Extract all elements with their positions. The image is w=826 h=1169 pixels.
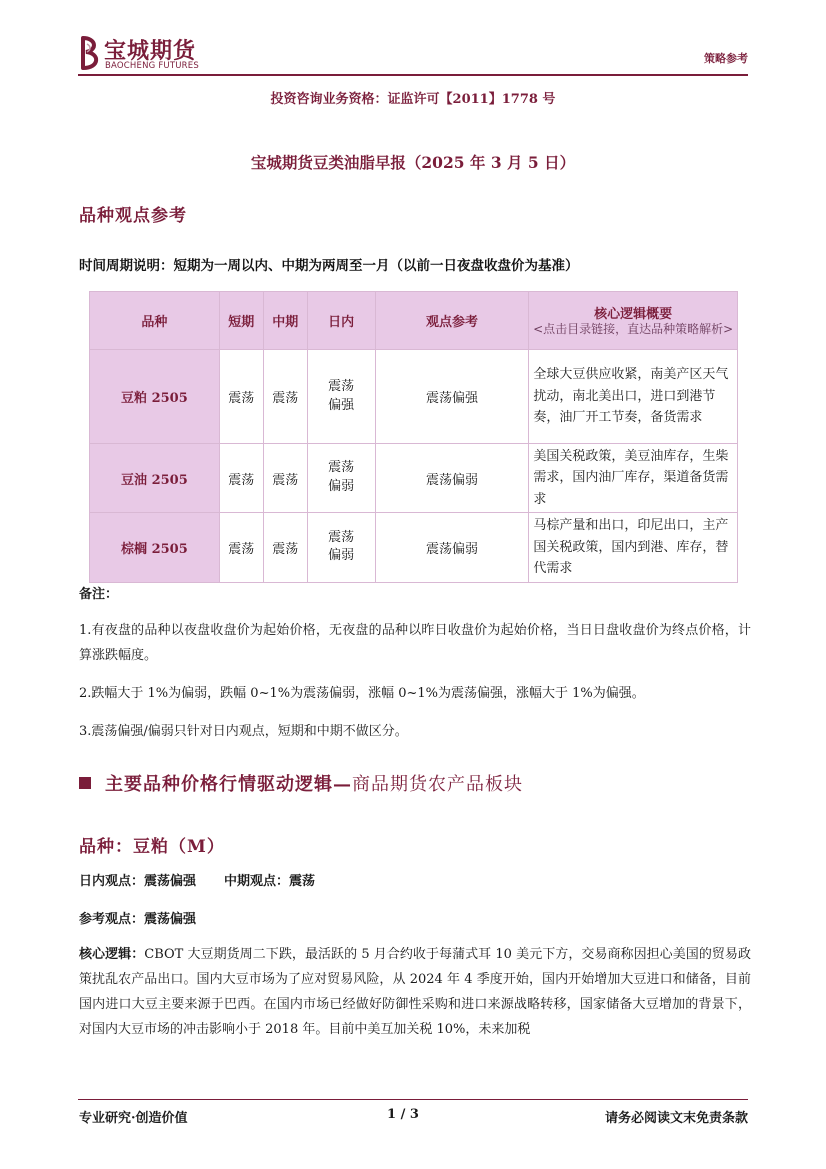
- row-core-logic: 马棕产量和出口，印尼出口，主产国关税政策，国内到港、库存，替代需求: [529, 513, 738, 582]
- row-view: 震荡偏弱: [375, 513, 529, 582]
- footer-disclaimer-notice: 请务必阅读文末免责条款: [604, 1111, 748, 1126]
- row-product[interactable]: 棕榈 2505: [90, 513, 220, 582]
- table-header-row: [90, 292, 738, 350]
- period-explanation: 时间周期说明：短期为一周以内、中期为两周至一月（以前一日夜盘收盘价为基准）: [79, 258, 579, 274]
- row-view: 震荡偏弱: [375, 444, 529, 513]
- header-category-tag: 策略参考: [704, 52, 748, 65]
- row-product[interactable]: 豆油 2505: [90, 444, 220, 513]
- core-logic-label: 核心逻辑：: [79, 947, 145, 962]
- row-short-term: 震荡: [219, 444, 263, 513]
- row-mid-term: 震荡: [263, 350, 307, 444]
- page-number: 1 / 3: [387, 1107, 419, 1122]
- drivers-heading-bold: 主要品种价格行情驱动逻辑—: [105, 774, 352, 795]
- core-logic-title: 核心逻辑概要: [594, 307, 673, 323]
- table-row: [90, 350, 738, 444]
- row-view: 震荡偏强: [375, 350, 529, 444]
- square-bullet-icon: [79, 777, 91, 789]
- soymeal-reference-view: 参考观点：震荡偏强: [79, 912, 197, 927]
- row-short-term: 震荡: [219, 513, 263, 582]
- table-row: [90, 444, 738, 513]
- logo-english-name: BAOCHENG FUTURES: [105, 61, 199, 71]
- header-view: 观点参考: [375, 292, 529, 350]
- note-item-1: 1.有夜盘的品种以夜盘收盘价为起始价格，无夜盘的品种以昨日收盘价为起始价格，当日日盘收盘价为终点价格，计算涨跌幅度。: [79, 623, 751, 663]
- header-divider: [78, 74, 748, 76]
- header-core-logic[interactable]: [529, 292, 738, 350]
- soymeal-views-line: [79, 870, 315, 889]
- row-intraday: 震荡偏弱: [307, 444, 375, 513]
- row-intraday: 震荡偏强: [307, 350, 375, 444]
- row-intraday: 震荡偏弱: [307, 513, 375, 582]
- soymeal-core-logic: [79, 942, 751, 1042]
- header-product: 品种: [90, 292, 220, 350]
- section-heading-drivers: [79, 770, 523, 796]
- logo-chinese-name: 宝城期货: [104, 38, 197, 64]
- company-logo: [78, 34, 228, 74]
- note-item-2: 2.跌幅大于 1%为偏弱，跌幅 0~1%为震荡偏弱，涨幅 0~1%为震荡偏强，涨幅大于 1%为偏强。: [79, 686, 645, 701]
- row-core-logic: 美国关税政策，美豆油库存，生柴需求，国内油厂库存，渠道备货需求: [529, 444, 738, 513]
- note-item-3: 3.震荡偏强/偏弱只针对日内观点，短期和中期不做区分。: [79, 724, 408, 739]
- variety-heading-soymeal: 品种：豆粕（M）: [79, 837, 225, 857]
- row-product[interactable]: 豆粕 2505: [90, 350, 220, 444]
- section-heading-views: 品种观点参考: [79, 206, 187, 226]
- drivers-heading-sector: 商品期货农产品板块: [352, 774, 523, 795]
- license-statement: 投资咨询业务资格：证监许可【2011】1778 号: [270, 92, 556, 107]
- row-mid-term: 震荡: [263, 444, 307, 513]
- header-mid-term: 中期: [263, 292, 307, 350]
- soymeal-mid-view: 中期观点：震荡: [224, 874, 316, 889]
- core-logic-text: CBOT 大豆期货周二下跌，最活跃的 5 月合约收于每蒲式耳 10 美元下方，交易商称因担心美国的贸易政策扰乱农产品出口。国内大豆市场为了应对贸易风险，从 2024 年 4 季度开始，国内开始增加大豆进口和储备，目前国内进口大豆主要来源于巴西。在国内市场已经做好防御性采购和进口来源战略转移，国家储备大豆增加的背景下，对国内大豆市场的冲击影响小于 2018 年。目前中美互加关税 10%，未来加税: [79, 947, 751, 1037]
- header-intraday: 日内: [307, 292, 375, 350]
- soymeal-intraday-view: 日内观点：震荡偏强: [79, 874, 197, 889]
- logo-mark-icon: [78, 34, 104, 72]
- row-short-term: 震荡: [219, 350, 263, 444]
- footer-slogan: 专业研究·创造价值: [79, 1111, 188, 1126]
- footer-divider: [78, 1099, 748, 1100]
- row-mid-term: 震荡: [263, 513, 307, 582]
- row-core-logic: 全球大豆供应收紧，南美产区天气扰动，南北美出口，进口到港节奏，油厂开工节奏，备货需求: [529, 350, 738, 444]
- table-row: [90, 513, 738, 582]
- header-short-term: 短期: [219, 292, 263, 350]
- page-title: 宝城期货豆类油脂早报（2025 年 3 月 5 日）: [250, 153, 576, 172]
- notes-label: 备注：: [79, 587, 119, 602]
- core-logic-link-hint[interactable]: <点击目录链接，直达品种策略解析>: [533, 322, 734, 337]
- views-table: [89, 291, 738, 583]
